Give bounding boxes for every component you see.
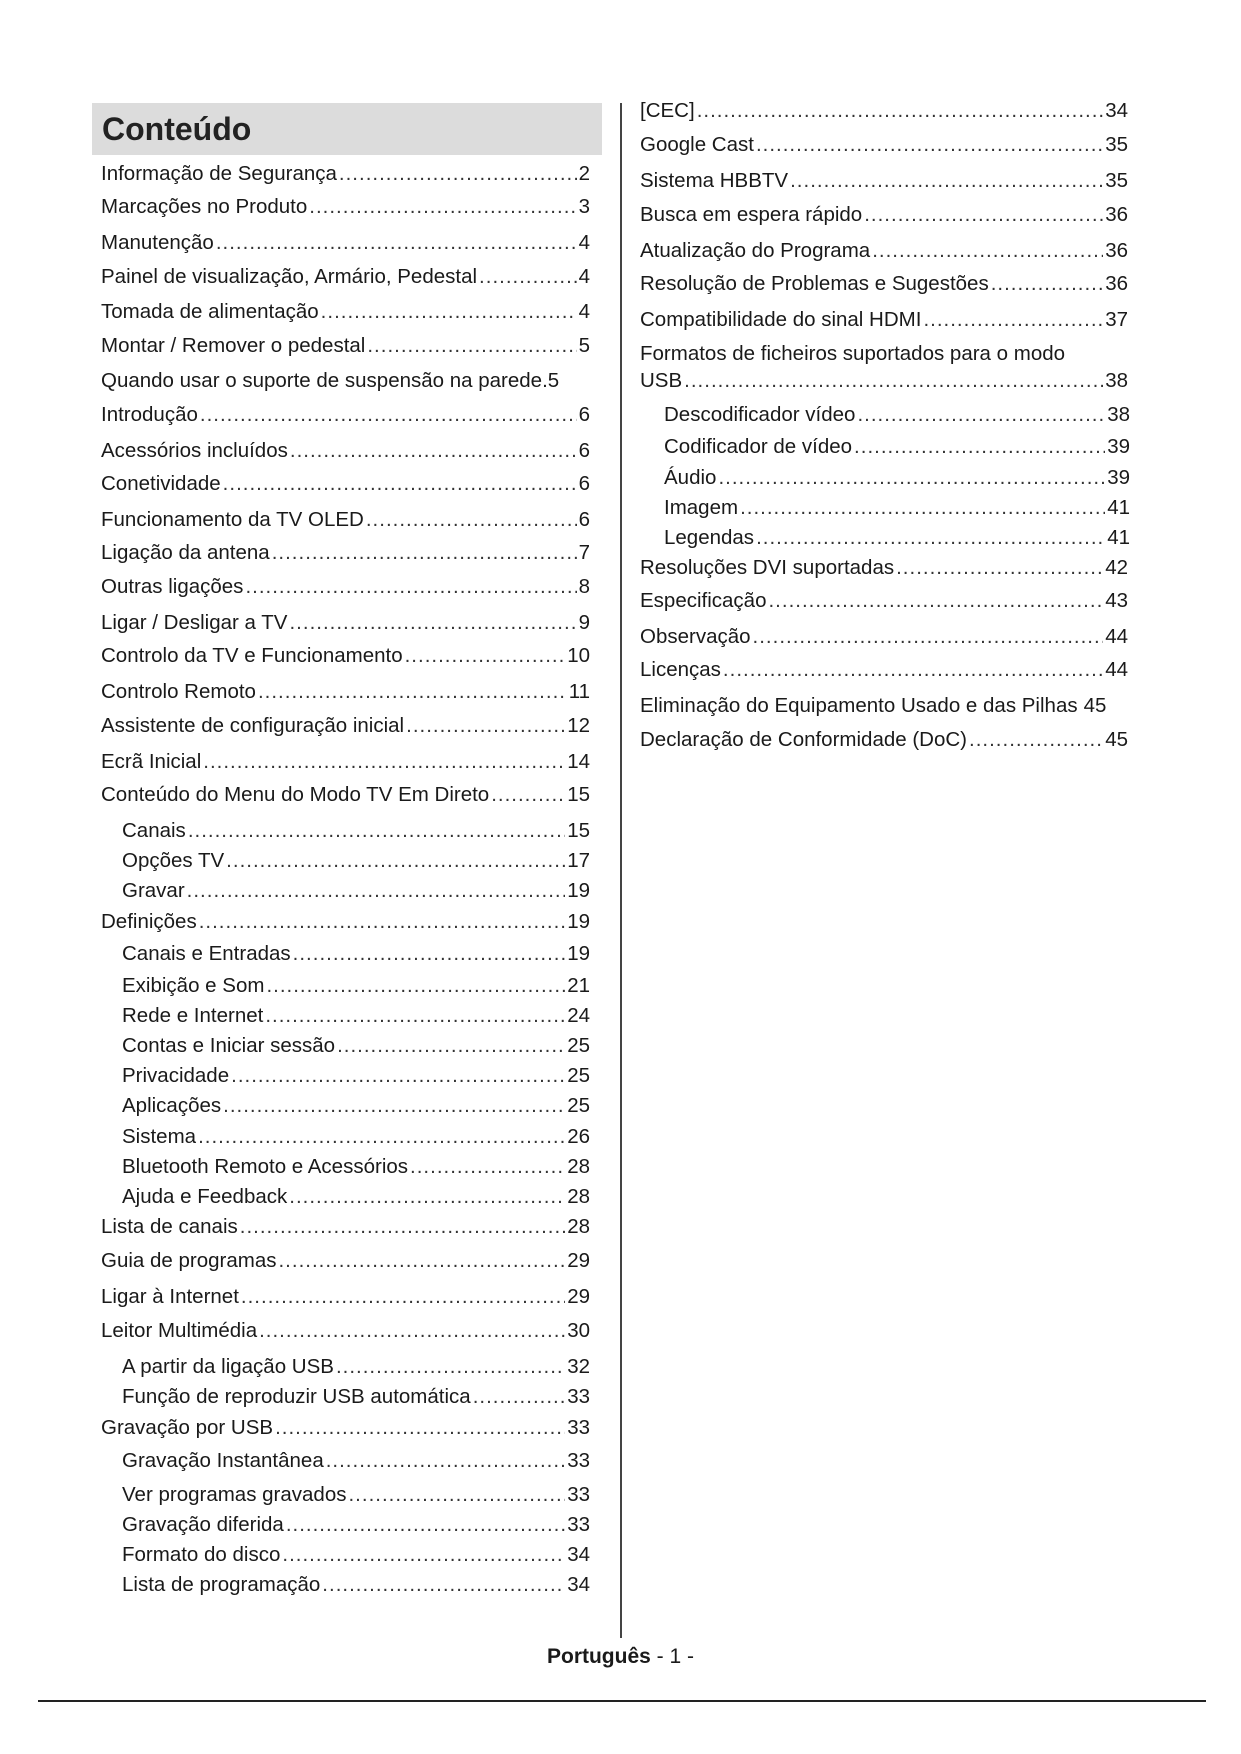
toc-entry[interactable]: Ecrã Inicial ..... 14 — [101, 749, 590, 775]
toc-subentry[interactable]: Lista de programação ..... 34 — [122, 1572, 590, 1598]
toc-entry[interactable]: Assistente de configuração inicial ..... 12 — [101, 713, 590, 739]
toc-subentry[interactable]: Bluetooth Remoto e Acessórios ..... 28 — [122, 1154, 590, 1180]
toc-entry[interactable]: Manutenção ..... 4 — [101, 230, 590, 256]
toc-subentry[interactable]: Formato do disco ..... 34 — [122, 1542, 590, 1568]
toc-entry[interactable]: Acessórios incluídos ..... 6 — [101, 438, 590, 464]
toc-entry[interactable]: Definições ..... 19 — [101, 909, 590, 935]
toc-entry[interactable]: Quando usar o suporte de suspensão na parede . 5 — [101, 369, 560, 392]
toc-entry[interactable]: Especificação ..... 43 — [640, 588, 1128, 614]
footer-language: Português — [546, 1645, 651, 1668]
toc-subentry[interactable]: Áudio ..... 39 — [664, 465, 1130, 491]
toc-subentry[interactable]: Ajuda e Feedback ..... 28 — [122, 1184, 590, 1210]
toc-entry[interactable]: Leitor Multimédia ..... 30 — [101, 1318, 590, 1344]
toc-entry[interactable]: Lista de canais ..... 28 — [101, 1214, 590, 1240]
contents-title-box — [92, 103, 602, 155]
toc-subentry[interactable]: Ver programas gravados ..... 33 — [122, 1482, 590, 1508]
toc-entry[interactable]: [CEC] ..... 34 — [640, 98, 1128, 124]
page-footer — [0, 1645, 1241, 1669]
toc-subentry[interactable]: Gravar ..... 19 — [122, 878, 590, 904]
page-title: Conteúdo — [102, 111, 252, 147]
toc-subentry[interactable]: Legendas ..... 41 — [664, 525, 1130, 551]
toc-entry[interactable]: Eliminação do Equipamento Usado e das Pilhas 45 — [640, 694, 1107, 717]
toc-subentry[interactable]: Privacidade ..... 25 — [122, 1063, 590, 1089]
footer-rule — [38, 1700, 1206, 1702]
column-divider — [620, 103, 622, 1638]
toc-entry[interactable]: Introdução ..... 6 — [101, 402, 590, 428]
toc-entry[interactable]: Informação de Segurança ..... 2 — [101, 161, 590, 187]
toc-entry[interactable]: Resoluções DVI suportadas ..... 42 — [640, 555, 1128, 581]
toc-subentry[interactable]: Sistema ..... 26 — [122, 1124, 590, 1150]
toc-entry-wrapped[interactable]: Formatos de ficheiros suportados para o modo — [640, 342, 1066, 365]
footer-page-number: - 1 - — [656, 1645, 695, 1668]
toc-entry[interactable]: Ligar / Desligar a TV ..... 9 — [101, 610, 590, 636]
toc-entry[interactable]: Atualização do Programa ..... 36 — [640, 238, 1128, 264]
toc-entry[interactable]: Gravação por USB ..... 33 — [101, 1415, 590, 1441]
toc-entry[interactable]: Outras ligações ..... 8 — [101, 574, 590, 600]
toc-subentry[interactable]: Canais ..... 15 — [122, 818, 590, 844]
toc-subentry[interactable]: A partir da ligação USB ..... 32 — [122, 1354, 590, 1380]
toc-subentry[interactable]: Contas e Iniciar sessão ..... 25 — [122, 1033, 590, 1059]
toc-subentry[interactable]: Descodificador vídeo ..... 38 — [664, 402, 1130, 428]
toc-entry[interactable]: Declaração de Conformidade (DoC) ..... 45 — [640, 727, 1128, 753]
toc-entry[interactable]: Marcações no Produto ..... 3 — [101, 194, 590, 220]
toc-entry[interactable]: Funcionamento da TV OLED ..... 6 — [101, 507, 590, 533]
toc-subentry[interactable]: Opções TV ..... 17 — [122, 848, 590, 874]
toc-entry[interactable]: Guia de programas ..... 29 — [101, 1248, 590, 1274]
toc-entry[interactable]: Licenças ..... 44 — [640, 657, 1128, 683]
toc-entry[interactable]: Google Cast ..... 35 — [640, 132, 1128, 158]
toc-entry[interactable]: Compatibilidade do sinal HDMI ..... 37 — [640, 307, 1128, 333]
toc-subentry[interactable]: Gravação Instantânea ..... 33 — [122, 1448, 590, 1474]
toc-entry[interactable]: Tomada de alimentação ..... 4 — [101, 299, 590, 325]
toc-subentry[interactable]: Gravação diferida ..... 33 — [122, 1512, 590, 1538]
toc-entry[interactable]: Ligação da antena ..... 7 — [101, 540, 590, 566]
toc-entry[interactable]: Montar / Remover o pedestal ..... 5 — [101, 333, 590, 359]
toc-entry[interactable]: Conetividade ..... 6 — [101, 471, 590, 497]
toc-entry[interactable]: Ligar à Internet ..... 29 — [101, 1284, 590, 1310]
toc-subentry[interactable]: Imagem ..... 41 — [664, 495, 1130, 521]
toc-entry[interactable]: Controlo da TV e Funcionamento ..... 10 — [101, 643, 590, 669]
toc-entry[interactable]: USB ..... 38 — [640, 368, 1128, 394]
toc-entry[interactable]: Observação ..... 44 — [640, 624, 1128, 650]
toc-subentry[interactable]: Codificador de vídeo ..... 39 — [664, 434, 1130, 460]
toc-entry[interactable]: Resolução de Problemas e Sugestões ..... 36 — [640, 271, 1128, 297]
toc-entry[interactable]: Busca em espera rápido ..... 36 — [640, 202, 1128, 228]
toc-subentry[interactable]: Exibição e Som ..... 21 — [122, 973, 590, 999]
toc-subentry[interactable]: Rede e Internet ..... 24 — [122, 1003, 590, 1029]
toc-subentry[interactable]: Canais e Entradas ..... 19 — [122, 941, 590, 967]
toc-entry[interactable]: Painel de visualização, Armário, Pedestal ..... 4 — [101, 264, 590, 290]
toc-subentry[interactable]: Função de reproduzir USB automática ..... 33 — [122, 1384, 590, 1410]
toc-entry[interactable]: Controlo Remoto ..... 11 — [101, 679, 590, 705]
toc-entry[interactable]: Sistema HBBTV ..... 35 — [640, 168, 1128, 194]
toc-entry[interactable]: Conteúdo do Menu do Modo TV Em Direto ..... 15 — [101, 782, 590, 808]
toc-subentry[interactable]: Aplicações ..... 25 — [122, 1093, 590, 1119]
